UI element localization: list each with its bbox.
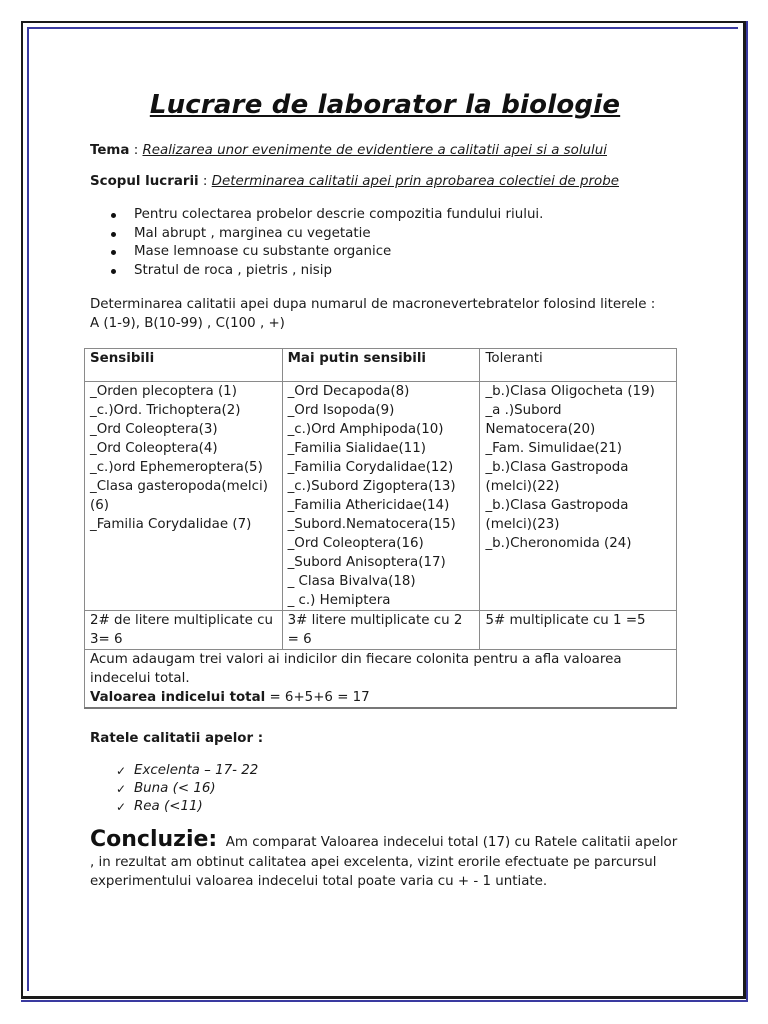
tema-line: [90, 143, 607, 158]
total-cell: [85, 650, 677, 709]
document-title: Lucrare de laborator la biologie: [149, 90, 621, 120]
table-cell-item: _Orden plecoptera (1): [90, 384, 237, 399]
table-cell-item: _Subord.Nematocera(15): [287, 517, 456, 532]
checkmark-icon: ✓: [116, 800, 127, 814]
bullet-text: Mal abrupt , marginea cu vegetatie: [134, 225, 371, 241]
checkmark-icon: ✓: [116, 764, 127, 778]
bullet-item: [108, 225, 543, 244]
table-cell-item: _c.)Subord Zigoptera(13): [287, 479, 456, 494]
scop-line: [90, 174, 619, 189]
rate-text: Rea (<11): [134, 799, 203, 814]
table-sum-row: [85, 611, 677, 650]
scop-label: Scopul lucrarii: [90, 174, 199, 189]
table-cell-item: _c.)Ord. Trichoptera(2): [90, 403, 241, 418]
bullet-text: Mase lemnoase cu substante organice: [134, 244, 392, 260]
bullet-item: [108, 243, 543, 262]
table-cell-item: _a .)Subord Nematocera(20): [485, 403, 596, 437]
column-toleranti: [480, 382, 677, 611]
scop-value: Determinarea calitatii apei prin aprobarea colectiei de probe: [211, 174, 619, 189]
total-line: [90, 688, 671, 707]
conclusion-paragraph: [90, 827, 680, 892]
bullet-icon: [111, 269, 116, 274]
conclusion-heading: Concluzie:: [90, 827, 218, 852]
table-cell-item: _b.)Clasa Gastropoda (melci)(22): [485, 460, 629, 494]
table-cell-item: _Familia Corydalidae (7): [90, 517, 252, 532]
column-sensibili: [85, 382, 283, 611]
column-mai-putin-sensibili: [282, 382, 480, 611]
bullet-icon: [111, 250, 116, 255]
table-cell-item: _Familia Corydalidae(12): [287, 460, 454, 475]
rates-title: Ratele calitatii apelor :: [90, 731, 264, 746]
header-mai-putin-sensibili: Mai putin sensibili: [282, 349, 480, 382]
scop-separator: :: [198, 174, 212, 189]
sum-mai-putin-sensibili: 3# litere multiplicate cu 2 = 6: [282, 611, 480, 650]
table-cell-item: _Subord Anisoptera(17): [287, 555, 446, 570]
table-cell-item: _Ord Coleoptera(16): [287, 536, 424, 551]
rate-item: [116, 762, 258, 780]
header-sensibili: Sensibili: [85, 349, 283, 382]
checkmark-icon: ✓: [116, 782, 127, 796]
table-cell-item: _c.)Ord Amphipoda(10): [287, 422, 444, 437]
bullet-text: Stratul de roca , pietris , nisip: [134, 263, 332, 279]
total-note: Acum adaugam trei valori ai indicilor din fiecare colonita pentru a afla valoarea indecelui total.: [90, 652, 622, 686]
determination-paragraph: [90, 295, 690, 333]
determination-line-1: Determinarea calitatii apei dupa numarul de macronevertebratelor folosind literele :: [90, 297, 656, 312]
table-cell-item: _Ord Decapoda(8): [287, 384, 410, 399]
sampling-bullet-list: [108, 206, 543, 281]
total-label: Valoarea indicelui total: [90, 690, 266, 705]
table-total-row: [85, 650, 677, 709]
header-toleranti: Toleranti: [480, 349, 677, 382]
rate-text: Excelenta – 17- 22: [134, 763, 259, 778]
tema-value: Realizarea unor evenimente de evidentiere a calitatii apei si a solului: [142, 143, 607, 158]
rate-item: [116, 798, 258, 816]
table-cell-item: _c.)ord Ephemeroptera(5): [90, 460, 263, 475]
sum-toleranti: 5# multiplicate cu 1 =5: [480, 611, 677, 650]
bullet-item: [108, 206, 543, 225]
total-value: = 6+5+6 = 17: [265, 690, 370, 705]
table-cell-item: _b.)Clasa Gastropoda (melci)(23): [485, 498, 629, 532]
rate-item: [116, 780, 258, 798]
table-cell-item: _Clasa gasteropoda(melci)(6): [90, 479, 268, 513]
table-row: [85, 382, 677, 611]
table-cell-item: _Ord Coleoptera(4): [90, 441, 218, 456]
bullet-icon: [111, 213, 116, 218]
rate-text: Buna (< 16): [134, 781, 216, 796]
table-cell-item: _ c.) Hemiptera: [287, 593, 391, 608]
bullet-item: [108, 262, 543, 281]
table-cell-item: _b.)Clasa Oligocheta (19): [485, 384, 655, 399]
table-cell-item: _Familia Sialidae(11): [287, 441, 426, 456]
table-cell-item: _Ord Coleoptera(3): [90, 422, 218, 437]
table-cell-item: _Ord Isopoda(9): [287, 403, 395, 418]
index-table: [84, 348, 677, 709]
conclusion-text: Am comparat Valoarea indecelui total (17) cu Ratele calitatii apelor , in rezultat am obtinut calitatea apei excelenta, vizint erorile efectuate pe parcursul experimentului valoarea indecelui total poate varia cu + - 1 untiate.: [90, 835, 678, 889]
determination-line-2: A (1-9), B(10-99) , C(100 , +): [90, 316, 285, 331]
table-cell-item: _Fam. Simulidae(21): [485, 441, 623, 456]
bullet-text: Pentru colectarea probelor descrie compozitia fundului riului.: [134, 207, 544, 222]
tema-separator: :: [129, 143, 143, 158]
table-cell-item: _ Clasa Bivalva(18): [287, 574, 416, 589]
tema-label: Tema: [90, 143, 130, 158]
table-cell-item: _b.)Cheronomida (24): [485, 536, 632, 551]
sum-sensibili: 2# de litere multiplicate cu 3= 6: [85, 611, 283, 650]
table-header-row: [85, 349, 677, 382]
table-cell-item: _Familia Athericidae(14): [287, 498, 450, 513]
rates-list: [116, 762, 258, 816]
bullet-icon: [111, 232, 116, 237]
